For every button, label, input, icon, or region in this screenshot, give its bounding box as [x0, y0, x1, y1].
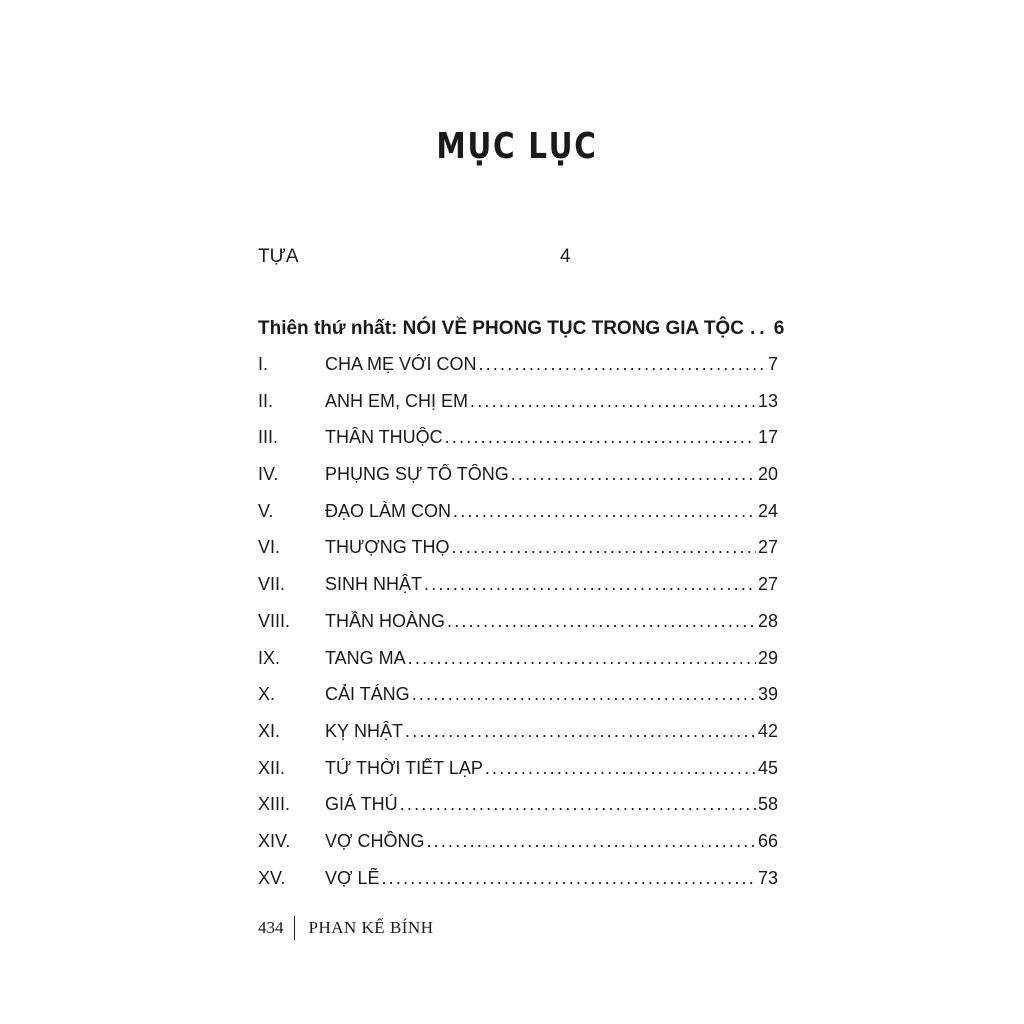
toc-entry-number: III.: [258, 427, 279, 448]
toc-entry-page: 29: [757, 647, 778, 668]
toc-entry: [258, 427, 778, 464]
footer-divider: [294, 916, 295, 940]
toc-entry-title: KỴ NHẬT: [325, 720, 404, 741]
toc-entry-page: 58: [757, 794, 778, 815]
toc-entry-title: ANH EM, CHỊ EM: [325, 390, 469, 411]
toc-entry: [258, 611, 778, 648]
toc-entry-number: XII.: [258, 757, 286, 778]
toc-part-dots: ..: [749, 318, 769, 339]
toc-entry-title: PHỤNG SỰ TỔ TÔNG: [325, 464, 509, 485]
footer-author: PHAN KẾ BÍNH: [308, 918, 434, 937]
toc-entry-page: 20: [757, 464, 778, 485]
toc-entry-page: 13: [757, 390, 778, 411]
toc-entry-number: XIII.: [258, 794, 291, 815]
toc-dot-leader: [511, 464, 756, 485]
toc-dot-leader: [426, 831, 756, 852]
toc-entry-number: X.: [258, 684, 276, 705]
toc-entry: [258, 868, 778, 905]
toc-preface-label: TỰA: [258, 246, 299, 267]
toc-entry-title: CẢI TÁNG: [325, 684, 410, 705]
toc-dot-leader: [447, 611, 756, 632]
toc-entry-number: XIV.: [258, 830, 291, 851]
toc-entry: [258, 684, 778, 721]
toc-entry-title: TỨ THỜI TIẾT LẠP: [325, 757, 483, 778]
toc-dot-leader: [451, 537, 755, 558]
toc-dot-leader: [485, 758, 756, 779]
toc-dot-leader: [408, 648, 756, 669]
toc-entry: [258, 354, 778, 391]
toc-entry: [258, 391, 778, 428]
toc-entry-number: IV.: [258, 464, 279, 485]
toc-entry-page: 45: [757, 757, 778, 778]
toc-entry-title: VỢ CHỒNG: [325, 830, 425, 851]
toc-entry-title: THƯỢNG THỌ: [325, 537, 450, 558]
toc-dot-leader: [424, 574, 756, 595]
toc-preface-page: 4: [560, 246, 571, 267]
toc-part-page: 6: [773, 318, 785, 339]
toc-dot-leader: [445, 427, 756, 448]
toc-dot-leader: [400, 794, 756, 815]
toc-entry-number: VIII.: [258, 610, 291, 631]
toc-dot-leader: [381, 868, 756, 889]
toc-entry: [258, 758, 778, 795]
toc-entry-page: 66: [757, 830, 778, 851]
page-footer: [258, 914, 434, 942]
toc-entry-page: 27: [757, 537, 778, 558]
page-title: MỤC LỤC: [436, 126, 598, 167]
toc-entry-number: I.: [258, 354, 269, 374]
toc-list: [258, 354, 778, 904]
toc-entry: [258, 501, 778, 538]
toc-entry-title: SINH NHẬT: [325, 574, 423, 595]
toc-entry: [258, 537, 778, 574]
toc-entry-title: GIÁ THÚ: [325, 794, 398, 815]
toc-dot-leader: [453, 501, 756, 522]
toc-entry-number: V.: [258, 500, 274, 521]
toc-entry-title: VỢ LẼ: [325, 867, 380, 888]
toc-entry-page: 7: [767, 354, 778, 374]
toc-part-label: Thiên thứ nhất: NÓI VỀ PHONG TỤC TRONG GIA TỘC: [258, 318, 744, 339]
toc-entry: [258, 574, 778, 611]
toc-entry-title: ĐẠO LÀM CON: [325, 500, 452, 521]
toc-dot-leader: [478, 354, 766, 375]
toc-entry: [258, 464, 778, 501]
toc-entry-page: 24: [757, 500, 778, 521]
toc-entry: [258, 648, 778, 685]
toc-entry-title: CHA MẸ VỚI CON: [325, 354, 477, 374]
toc-entry-title: THẦN HOÀNG: [325, 610, 446, 631]
toc-entry-number: II.: [258, 390, 274, 411]
toc-entry: [258, 831, 778, 868]
toc-entry-title: THÂN THUỘC: [325, 427, 443, 448]
toc-entry-title: TANG MA: [325, 647, 406, 668]
toc-entry-page: 17: [757, 427, 778, 448]
toc-entry: [258, 721, 778, 758]
toc-entry-page: 27: [757, 574, 778, 595]
toc-dot-leader: [405, 721, 756, 742]
toc-entry-number: VII.: [258, 574, 286, 595]
toc-preface-row: [258, 246, 578, 272]
toc-entry-page: 39: [757, 684, 778, 705]
toc-entry-page: 28: [757, 610, 778, 631]
toc-entry-number: IX.: [258, 647, 281, 668]
toc-entry-number: XV.: [258, 867, 286, 888]
toc-entry-number: VI.: [258, 537, 281, 558]
toc-part-heading: [258, 318, 785, 340]
toc-entry-page: 42: [757, 720, 778, 741]
toc-entry-page: 73: [757, 867, 778, 888]
toc-entry-number: XI.: [258, 720, 281, 741]
toc-entry: [258, 794, 778, 831]
toc-dot-leader: [412, 684, 756, 705]
toc-dot-leader: [470, 391, 756, 412]
footer-page-number: 434: [258, 918, 284, 937]
